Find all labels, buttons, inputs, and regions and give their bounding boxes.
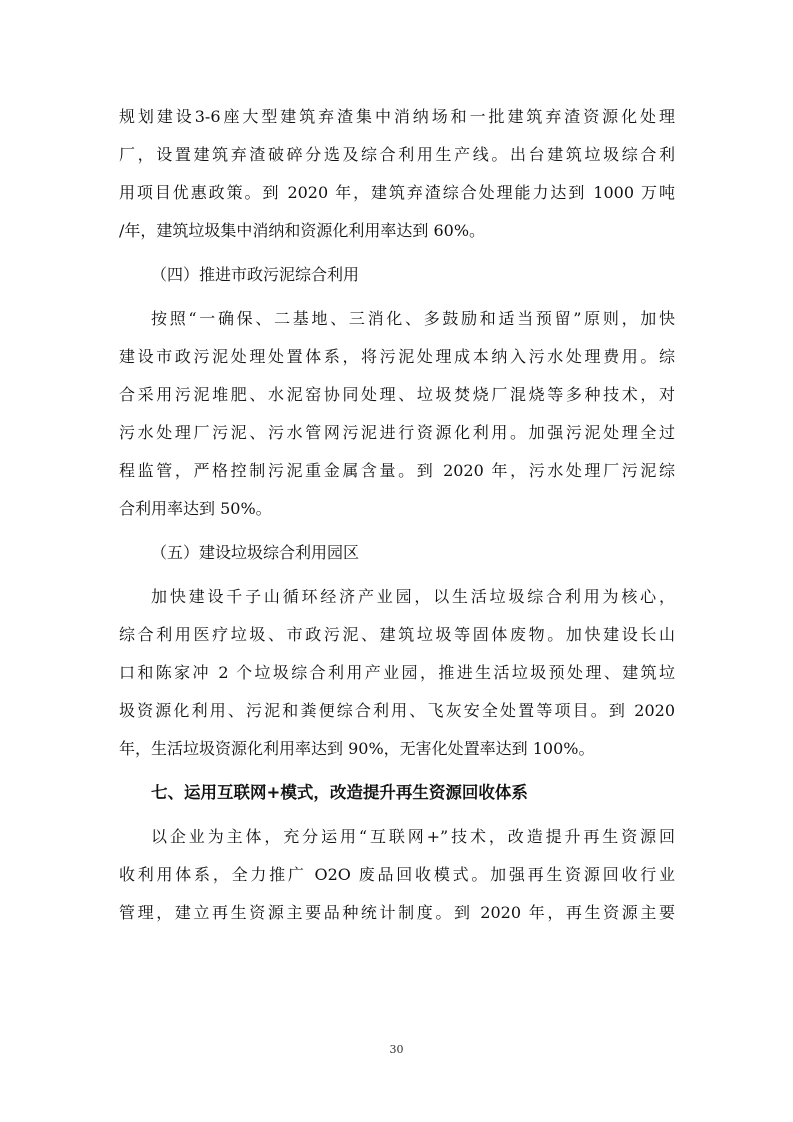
paragraph-waste-park [119,578,675,768]
paragraph-recycling [119,818,675,932]
text-line: 合采用污泥堆肥、水泥窑协同处理、垃圾焚烧厂混烧等多种技术，对 [119,385,675,404]
paragraph-sludge [119,300,675,528]
section-heading-4: （四）推进市政污泥综合利用 [151,265,360,284]
page-content [119,98,675,938]
paragraph-construction-waste [119,98,675,250]
text-line: 加快建设千子山循环经济产业园，以生活垃圾综合利用为核心， [151,587,675,606]
text-line: 程监管，严格控制污泥重金属含量。到 2020 年，污水处理厂污泥综 [119,461,675,480]
chapter-heading-7: 七、运用互联网+模式，改造提升再生资源回收体系 [151,783,528,802]
text-line: 规划建设3-6座大型建筑弃渣集中消纳场和一批建筑弃渣资源化处理 [119,107,675,126]
text-line: 厂，设置建筑弃渣破碎分选及综合利用生产线。出台建筑垃圾综合利 [119,145,675,164]
text-line: 按照“一确保、二基地、三消化、多鼓励和适当预留”原则，加快 [151,309,675,328]
text-line: 综合利用医疗垃圾、市政污泥、建筑垃圾等固体废物。加快建设长山 [119,625,675,644]
text-line: 圾资源化利用、污泥和粪便综合利用、飞灰安全处置等项目。到 2020 [119,701,675,720]
text-line: 以企业为主体，充分运用“互联网+”技术，改造提升再生资源回 [151,827,675,846]
text-line: 收利用体系，全力推广 O2O 废品回收模式。加强再生资源回收行业 [119,865,675,884]
text-line: 年，生活垃圾资源化利用率达到 90%，无害化处置率达到 100%。 [119,739,595,758]
text-line: /年，建筑垃圾集中消纳和资源化利用率达到 60%。 [119,221,486,240]
section-heading-5: （五）建设垃圾综合利用园区 [151,543,360,562]
text-line: 建设市政污泥处理处置体系，将污泥处理成本纳入污水处理费用。综 [119,347,675,366]
text-line: 口和陈家冲 2 个垃圾综合利用产业园，推进生活垃圾预处理、建筑垃 [119,663,675,682]
text-line: 合利用率达到 50%。 [119,499,272,518]
text-line: 污水处理厂污泥、污水管网污泥进行资源化利用。加强污泥处理全过 [119,423,675,442]
text-line: 用项目优惠政策。到 2020 年，建筑弃渣综合处理能力达到 1000 万吨 [119,183,675,202]
text-line: 管理，建立再生资源主要品种统计制度。到 2020 年，再生资源主要 [119,903,675,922]
page-number: 30 [389,1043,404,1056]
